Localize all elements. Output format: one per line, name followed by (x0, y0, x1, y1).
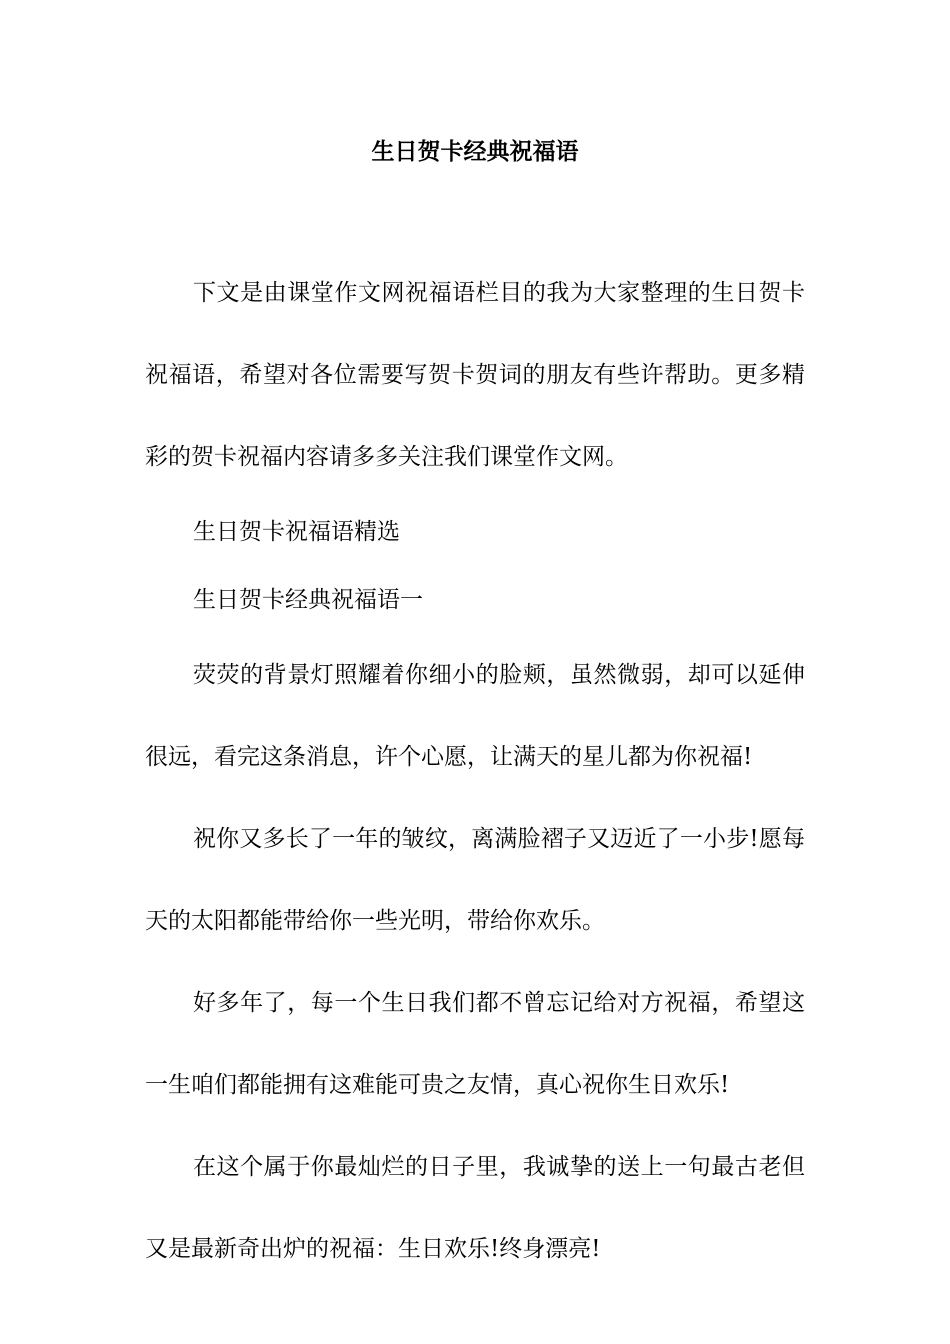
blessing-paragraph: 祝你又多长了一年的皱纹，离满脸褶子又迈近了一小步!愿每天的太阳都能带给你一些光明，带给你欢乐。 (145, 826, 805, 934)
document-title: 生日贺卡经典祝福语 (371, 138, 579, 165)
section-heading: 生日贺卡祝福语精选 (193, 519, 400, 545)
blessing-paragraph: 在这个属于你最灿烂的日子里，我诚挚的送上一句最古老但又是最新奇出炉的祝福：生日欢乐!终身漂亮! (145, 1154, 805, 1262)
blessing-paragraph: 好多年了，每一个生日我们都不曾忘记给对方祝福，希望这一生咱们都能拥有这难能可贵之友情，真心祝你生日欢乐! (145, 990, 805, 1098)
intro-paragraph: 下文是由课堂作文网祝福语栏目的我为大家整理的生日贺卡祝福语，希望对各位需要写贺卡贺词的朋友有些许帮助。更多精彩的贺卡祝福内容请多多关注我们课堂作文网。 (145, 280, 805, 470)
document-body (145, 252, 805, 1290)
subsection-heading: 生日贺卡经典祝福语一 (193, 587, 423, 613)
blessing-paragraph: 荧荧的背景灯照耀着你细小的脸颊，虽然微弱，却可以延伸很远，看完这条消息，许个心愿，让满天的星儿都为你祝福! (145, 662, 805, 770)
